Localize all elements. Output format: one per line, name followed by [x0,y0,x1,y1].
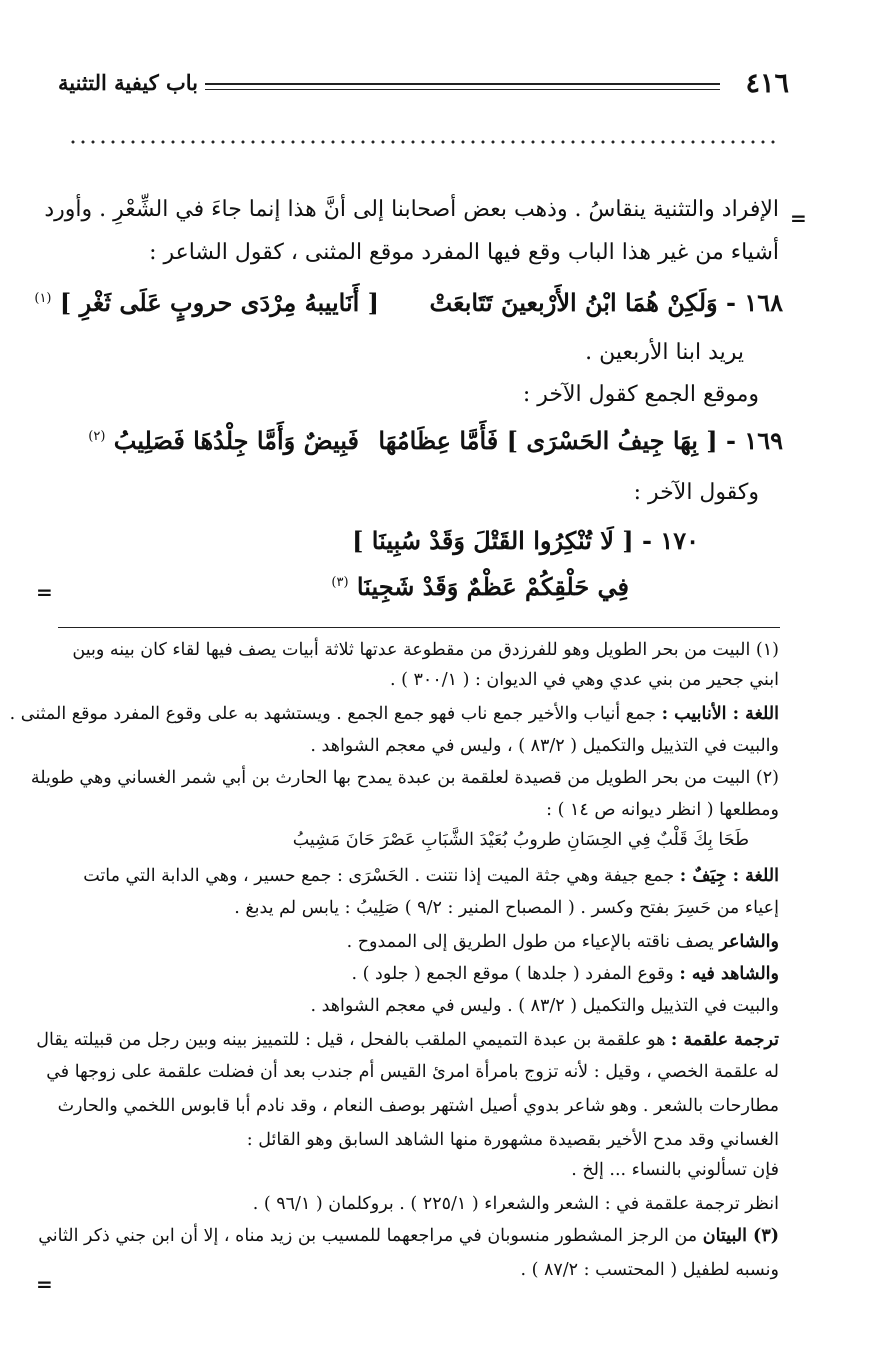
verse-170-line2 [331,572,629,601]
continuation-mark: = [36,580,53,604]
footnote-label: اللغة : الأنابيب : [661,704,779,724]
footnote-text: جمع أنياب والأخير جمع ناب فهو جمع الجمع . ويستشهد به على وقوع المفرد موقع المثنى . [9,704,662,724]
footnote-label: والشاعر [719,932,779,952]
footnote-line [546,800,779,820]
footnote-ref: (٣) [331,575,349,590]
verse-hemistich: وَلَكِنْ هُمَا ابْنُ الأَرْبعينَ تَتَابعَتْ [429,288,718,317]
footnote-separator [58,627,780,628]
verse-hemistich: [ بِهَا جِيفُ الحَسْرَى ] فَأَمَّا عِظَامُهَا [378,426,718,455]
footnote-line [310,996,779,1016]
continuation-mark: = [36,1272,53,1296]
footnote-ref: (١) [34,291,52,306]
footnote-text: له علقمة الخصي ، وقيل : لأنه تزوج بامرأة امرئ القيس أم جندب بعد أن فضلت علقمة على زوجها في [46,1062,779,1082]
continuation-mark: = [790,206,807,230]
verse-number: ١٦٩ - [726,426,783,455]
footnote-line [72,640,779,660]
footnote-label: ترجمة علقمة : [670,1030,779,1050]
verse-hemistich: [ أَنَاييبهُ مِرْدَى حروبٍ عَلَى ثَغْرِ ] [59,288,379,317]
body-line: يريد ابنا الأربعين . [585,340,744,365]
footnote-text: مطارحات بالشعر . وهو شاعر بدوي أصيل اشتهر بوصف النعام ، وقد نادم أبا قابوس اللخمي والحارث [57,1096,779,1116]
footnote-label: والشاهد فيه : [679,964,779,984]
chapter-title: باب كيفية التثنية [58,70,199,95]
footnote-text: من الرجز المشطور منسوبان في مراجعهما للمسيب بن زيد مناه ، إلا أن ابن جني ذكر الثاني [38,1226,703,1246]
footnote-text: (١) البيت من بحر الطويل وهو للفرزدق من مقطوعة عدتها ثلاثة أبيات يصف فيها لقاء كان بينه وبين [72,640,779,660]
footnote-text: هو علقمة بن عبدة التميمي الملقب بالفحل ، قيل : للتمييز بينه وبين رجل من قبيلته يقال [36,1030,671,1050]
verse-170-line1 [352,526,699,555]
footnote-line [247,1130,779,1150]
footnote-line [571,1160,779,1180]
footnote-text: طَحَا بِكَ قَلْبٌ فِي الحِسَانِ طروبُ بُعَيْدَ الشَّبَابِ عَصْرَ حَانَ مَشِيبُ [292,830,749,850]
footnote-text: والبيت في التذييل والتكميل ( ٨٣/٢ ) ، وليس في معجم الشواهد . [310,736,779,756]
footnote-line [58,1096,779,1116]
footnote-label: اللغة : جِيَفٌ : [679,866,779,886]
footnote-line [83,866,779,886]
footnote-line [352,964,779,984]
footnote-line [390,670,779,690]
footnote-line [234,898,779,918]
verse-number: ١٦٨ - [726,288,783,317]
footnote-text: وقوع المفرد ( جلدها ) موقع الجمع ( جلود ) . [351,964,680,984]
footnote-text: يصف ناقته بالإعياء من طول الطريق إلى الممدوح . [346,932,720,952]
footnote-text: (٢) البيت من بحر الطويل من قصيدة لعلقمة بن عبدة يمدح بها الحارث بن أبي شمر الغساني وهي طويلة [30,768,779,788]
footnote-line [36,1030,779,1050]
header-rule-thin [205,89,720,90]
footnote-text: انظر ترجمة علقمة في : الشعر والشعراء ( ٢٢٥/١ ) . بروكلمان ( ٩٦/١ ) . [252,1194,779,1214]
footnote-text: ومطلعها ( انظر ديوانه ص ١٤ ) : [546,800,779,820]
body-line: وكقول الآخر : [633,480,759,505]
verse-number: ١٧٠ - [642,526,699,555]
footnote-line [293,830,749,850]
verse-168-first [430,288,783,317]
footnote-text: ونسبه لطفيل ( المحتسب : ٨٧/٢ ) . [520,1260,779,1280]
footnote-line [31,768,779,788]
footnote-line [310,736,779,756]
footnote-label: (٣) البيتان [702,1226,779,1246]
body-line: وموقع الجمع كقول الآخر : [522,382,759,407]
verse-169-second [88,426,359,455]
body-line: الإفراد والتثنية ينقاسُ . وذهب بعض أصحابنا إلى أنَّ هذا إنما جاءَ في الشِّعْرِ . وأورد [44,197,779,222]
footnote-line [38,1226,779,1246]
footnote-text: إعياء من حَسِرَ بفتح وكسر . ( المصباح المنير : ٩/٢ ) صَلِيبُ : يابس لم يدبغ . [234,898,779,918]
verse-169-first [378,426,783,455]
footnote-ref: (٢) [88,429,106,444]
footnote-text: فإن تسألوني بالنساء ... إلخ . [571,1160,779,1180]
footnote-text: الغساني وقد مدح الأخير بقصيدة مشهورة منها الشاهد السابق وهو القائل : [246,1130,779,1150]
page-number: ٤١٦ [745,68,789,99]
footnote-line [10,704,779,724]
footnote-line [347,932,779,952]
footnote-text: ابني جحير من بني عدي وهي في الديوان : ( ٣٠٠/١ ) . [390,670,779,690]
header-rule [205,83,720,85]
verse-hemistich: [ لَا تُنْكِرُوا القَتْلَ وَقَدْ سُبِينَا ] [352,526,634,555]
body-line: أشياء من غير هذا الباب وقع فيها المفرد موقع المثنى ، كقول الشاعر : [149,240,779,265]
footnote-line [46,1062,779,1082]
verse-hemistich: فَبِيضٌ وَأَمَّا جِلْدُهَا فَصَلِيبُ [113,426,359,455]
footnote-text: جمع جيفة وهي جثة الميت إذا نتنت . الحَسْرَى : جمع حسير ، وهي الدابة التي ماتت [83,866,680,886]
footnote-text: والبيت في التذييل والتكميل ( ٨٣/٢ ) . وليس في معجم الشواهد . [310,996,779,1016]
verse-168-second [34,288,379,317]
footnote-line [520,1260,779,1280]
footnote-line [253,1194,779,1214]
dotted-divider [68,140,776,144]
verse-hemistich: فِي حَلْقِكُمْ عَظْمٌ وَقَدْ شَجِينَا [356,572,629,601]
